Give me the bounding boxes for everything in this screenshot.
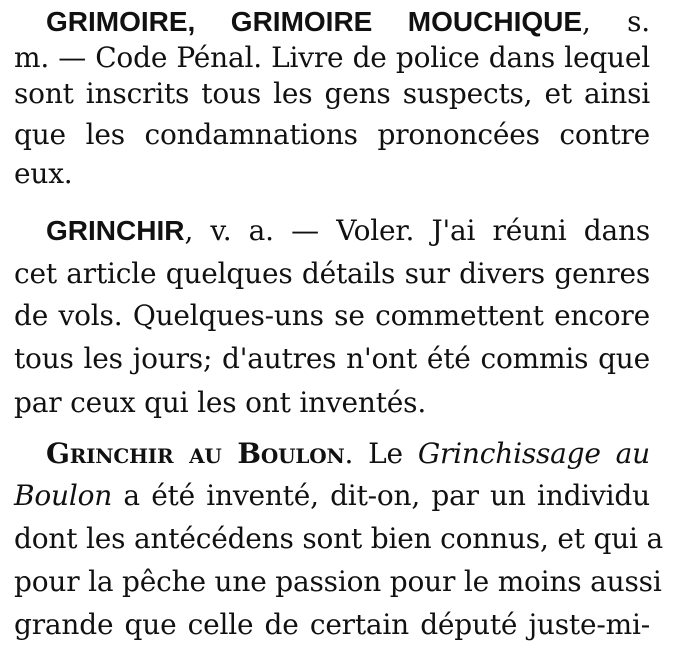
entry-grimoire-line-1: [46, 4, 650, 40]
entry-grinchir-line-2: cet article quelques détails sur divers genres: [14, 257, 650, 290]
entry-grinchir-definition-start: , v. a. — Voler. J'ai réuni dans: [184, 214, 650, 247]
entry-grimoire-line-2: m. — Code Pénal. Livre de police dans lequel: [14, 41, 650, 74]
entry-boulon-line-2: [14, 478, 650, 514]
entry-boulon-italic-term-end: Boulon: [14, 479, 113, 512]
headword-grinchir: GRINCHIR: [46, 215, 185, 246]
entry-grinchir-line-1: [46, 213, 650, 249]
entry-boulon-text: . Le: [344, 437, 418, 470]
headword-grinchir-au-boulon: Grinchir au Boulon: [46, 437, 345, 470]
entry-grimoire-pos: , s.: [582, 5, 650, 38]
entry-boulon-line-5: grande que celle de certain député juste-mi-: [14, 608, 650, 641]
entry-grimoire-line-3: sont inscrits tous les gens suspects, et ainsi: [14, 77, 650, 110]
entry-boulon-italic-term: Grinchissage au: [417, 437, 650, 470]
entry-grinchir-line-3: de vols. Quelques-uns se commettent encore: [14, 299, 650, 332]
entry-boulon-line-1: [46, 436, 650, 472]
entry-boulon-line-2-text: a été inventé, dit-on, par un individu: [112, 479, 650, 512]
headword-grimoire: GRIMOIRE, GRIMOIRE MOUCHIQUE: [46, 6, 583, 37]
entry-grinchir-line-5: par ceux qui les ont inventés.: [14, 386, 427, 419]
entry-grimoire-line-5: eux.: [14, 157, 73, 190]
entry-grinchir-line-4: tous les jours; d'autres n'ont été commis que: [14, 342, 650, 375]
entry-grimoire-line-4: que les condamnations prononcées contre: [14, 118, 650, 151]
entry-boulon-line-4: pour la pêche une passion pour le moins aussi: [14, 565, 662, 598]
entry-boulon-line-3: dont les antécédens sont bien connus, et qui a: [14, 522, 663, 555]
